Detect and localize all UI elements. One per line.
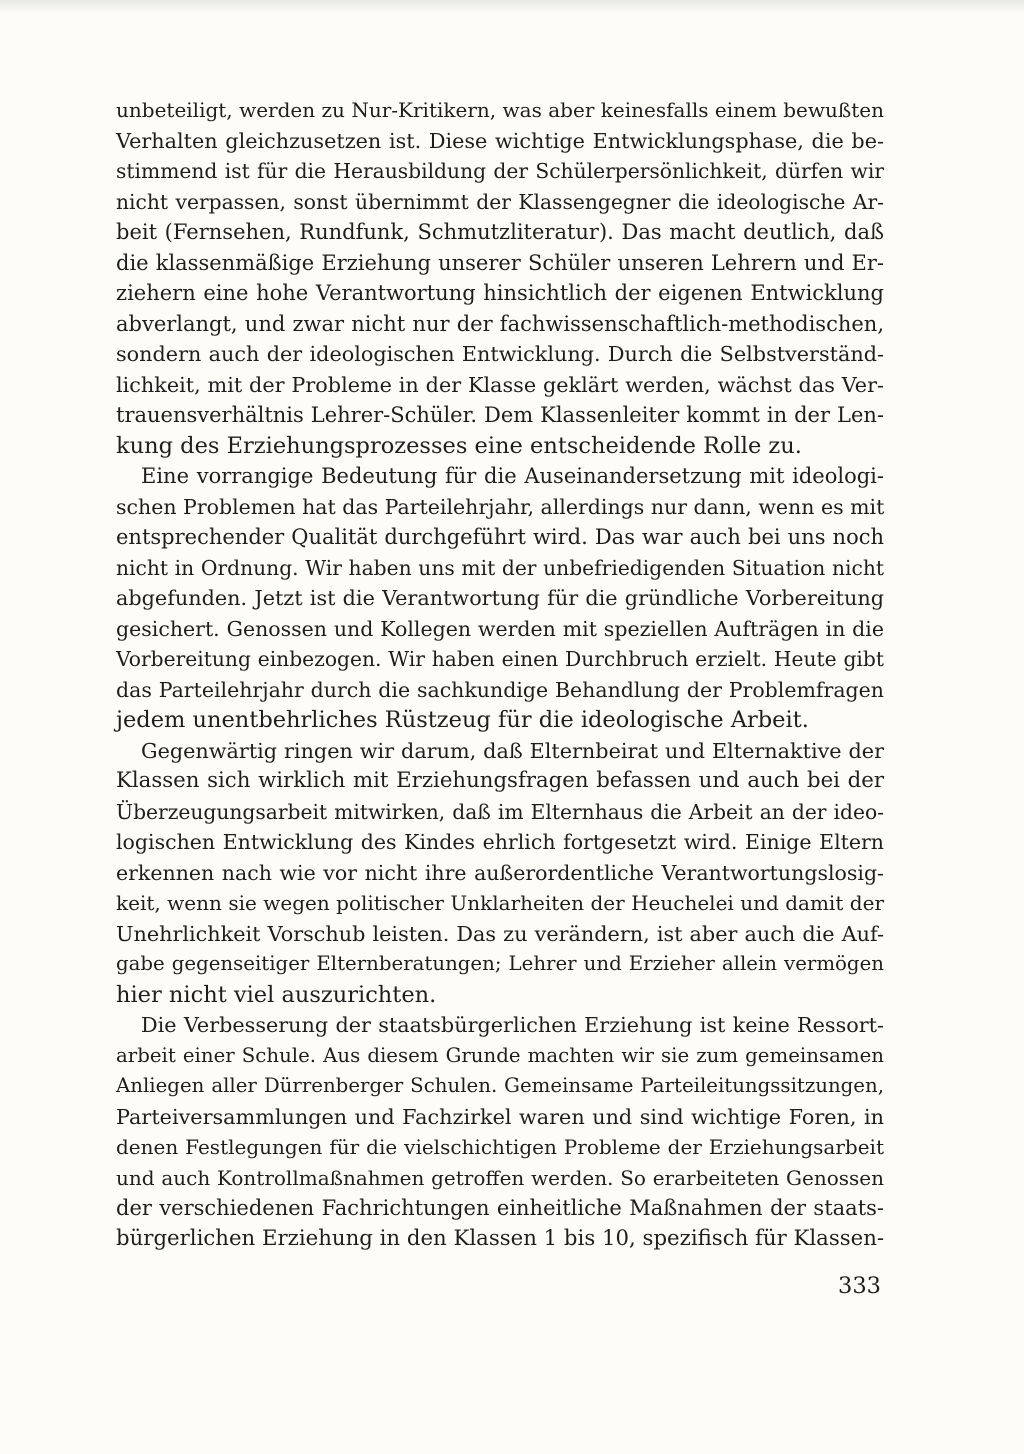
text-line: arbeit einer Schule. Aus diesem Grunde machten wir sie zum gemeinsamen (116, 1043, 884, 1067)
text-line: nicht verpassen, sonst übernimmt der Klassengegner die ideologische Ar- (116, 189, 884, 214)
text-line: und auch Kontrollmaßnahmen getroffen werden. So erarbeiteten Genossen (116, 1165, 884, 1190)
text-line: sondern auch der ideologischen Entwicklung. Durch die Selbstverständ- (116, 342, 884, 366)
text-line: das Parteilehrjahr durch die sachkundige Behandlung der Problemfragen (116, 677, 884, 702)
text-line: entsprechender Qualität durchgeführt wird. Das war auch bei uns noch (116, 525, 884, 549)
text-line: jedem unentbehrliches Rüstzeug für die ideologische Arbeit. (116, 707, 809, 733)
text-line: Parteiversammlungen und Fachzirkel waren und sind wichtige Foren, in (116, 1104, 884, 1129)
text-line: gesichert. Genossen und Kollegen werden mit speziellen Aufträgen in die (116, 616, 884, 641)
paragraph-2 (116, 461, 884, 736)
paragraph-3 (116, 736, 884, 1011)
text-line: kung des Erziehungsprozesses eine entscheidende Rolle zu. (116, 432, 802, 459)
text-line: Eine vorrangige Bedeutung für die Auseinandersetzung mit ideologi- (141, 464, 884, 488)
text-line: erkennen nach wie vor nicht ihre außerordentliche Verantwortungslosig- (116, 860, 884, 885)
text-line: abgefunden. Jetzt ist die Verantwortung für die gründliche Vorbereitung (116, 586, 884, 610)
text-line: keit, wenn sie wegen politischer Unklarheiten der Heuchelei und damit der (116, 891, 884, 915)
text-line: stimmend ist für die Herausbildung der Schülerpersönlichkeit, dürfen wir (116, 159, 884, 183)
scan-edge (0, 0, 1024, 14)
text-line: Klassen sich wirklich mit Erziehungsfragen befassen und auch bei der (116, 768, 884, 793)
paragraph-1 (116, 95, 884, 461)
text-line: der verschiedenen Fachrichtungen einheitliche Maßnahmen der staats- (116, 1196, 884, 1220)
text-line: lichkeit, mit der Probleme in der Klasse geklärt werden, wächst das Ver- (116, 372, 884, 397)
text-line: Vorbereitung einbezogen. Wir haben einen Durchbruch erzielt. Heute gibt (116, 647, 884, 671)
text-line: schen Problemen hat das Parteilehrjahr, allerdings nur dann, wenn es mit (116, 494, 885, 519)
text-line: unbeteiligt, werden zu Nur-Kritikern, was aber keinesfalls einem bewußten (116, 98, 884, 122)
text-line: beit (Fernsehen, Rundfunk, Schmutzliteratur). Das macht deutlich, daß (116, 220, 884, 244)
text-line: Gegenwärtig ringen wir darum, daß Elternbeirat und Elternaktive der (141, 738, 884, 763)
text-line: gabe gegenseitiger Elternberatungen; Lehrer und Erzieher allein vermögen (116, 952, 884, 975)
text-line: die klassenmäßige Erziehung unserer Schüler unseren Lehrern und Er- (116, 250, 884, 275)
text-line: abverlangt, und zwar nicht nur der fachwissenschaftlich-methodischen, (116, 311, 884, 336)
body-text (116, 95, 884, 1254)
text-line: Die Verbesserung der staatsbürgerlichen Erziehung ist keine Ressort- (141, 1013, 884, 1037)
text-line: Überzeugungsarbeit mitwirken, daß im Elternhaus die Arbeit an der ideo- (116, 799, 884, 824)
text-line: hier nicht viel auszurichten. (116, 981, 437, 1008)
paragraph-4 (116, 1010, 884, 1254)
text-line: Anliegen aller Dürrenberger Schulen. Gemeinsame Parteileitungssitzungen, (116, 1074, 884, 1097)
text-line: denen Festlegungen für die vielschichtigen Probleme der Erziehungsarbeit (116, 1135, 884, 1159)
text-line: nicht in Ordnung. Wir haben uns mit der unbefriedigenden Situation nicht (116, 555, 884, 580)
text-line: Unehrlichkeit Vorschub leisten. Das zu verändern, ist aber auch die Auf- (116, 921, 884, 946)
text-line: bürgerlichen Erziehung in den Klassen 1 bis 10, spezifisch für Klassen- (116, 1225, 885, 1251)
text-line: Verhalten gleichzusetzen ist. Diese wichtige Entwicklungsphase, die be- (116, 128, 884, 153)
text-line: logischen Entwicklung des Kindes ehrlich fortgesetzt wird. Einige Eltern (116, 830, 884, 854)
page-number: 333 (838, 1273, 881, 1299)
text-line: trauensverhältnis Lehrer-Schüler. Dem Klassenleiter kommt in der Len- (116, 403, 884, 427)
text-line: ziehern eine hohe Verantwortung hinsichtlich der eigenen Entwicklung (116, 281, 884, 305)
